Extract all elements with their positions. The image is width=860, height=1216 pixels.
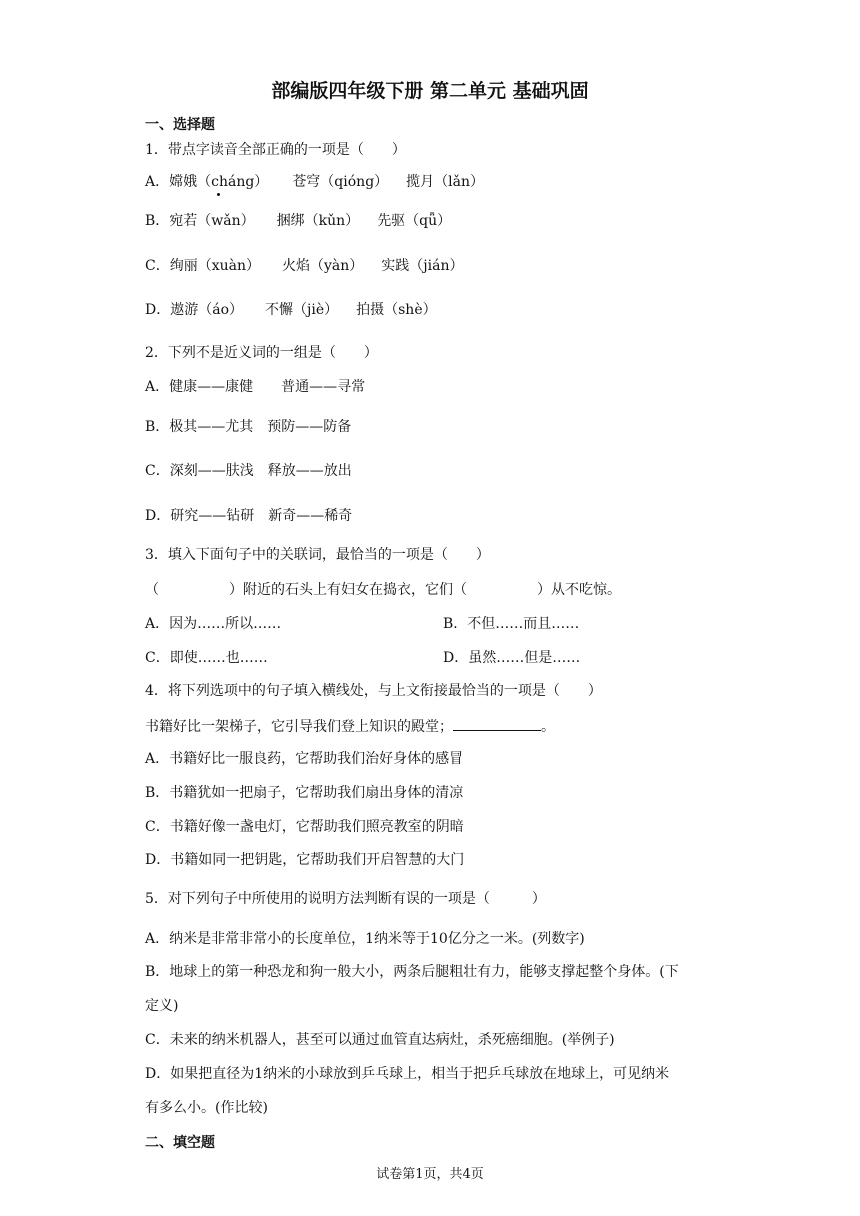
- q1-d-word-2: 不懈（jiè）: [265, 302, 339, 318]
- q1-b-word-2: 捆绑（kǔn）: [276, 213, 360, 229]
- q1-option-d: D．遨游（áo） 不懈（jiè） 拍摄（shè）: [145, 302, 437, 318]
- q4-answer-blank: [453, 716, 541, 731]
- q3-stem: 3．填入下面句子中的关联词，最恰当的一项是（ ）: [145, 547, 490, 563]
- q5-option-c: C．未来的纳米机器人，甚至可以通过血管直达病灶，杀死癌细胞。(举例子): [145, 1032, 615, 1048]
- q5-option-b-line1: B．地球上的第一种恐龙和狗一般大小，两条后腿粗壮有力，能够支撑起整个身体。(下: [145, 964, 679, 980]
- q4-sentence: 书籍好比一架梯子，它引导我们登上知识的殿堂； 。: [145, 716, 555, 736]
- q3-option-b: B．不但……而且……: [443, 616, 580, 632]
- q1-option-c: C．绚丽（xuàn） 火焰（yàn） 实践（jián）: [145, 258, 464, 274]
- q5-option-a: A．纳米是非常非常小的长度单位，1纳米等于10亿分之一米。(列数字): [145, 931, 585, 947]
- q1-a-word-2: 苍穹（qióng）: [292, 174, 389, 190]
- section-heading-fill: 二、填空题: [145, 1135, 215, 1151]
- q1-a-word-3: 揽月（lǎn）: [406, 174, 485, 190]
- q1-d-word-3: 拍摄（shè）: [356, 302, 437, 318]
- q1-b-word-3: 先驱（qǖ）: [377, 213, 452, 229]
- section-heading-choice: 一、选择题: [145, 117, 215, 133]
- q5-option-d-line2: 有多么小。(作比较): [145, 1100, 268, 1116]
- q4-option-b: B．书籍犹如一把扇子，它帮助我们扇出身体的清凉: [145, 785, 464, 801]
- q1-a-word-1: 嫦娥（cháng）: [169, 174, 269, 190]
- page-footer: 试卷第1页，共4页: [376, 1167, 484, 1182]
- q3-option-d: D．虽然……但是……: [443, 650, 581, 666]
- q4-stem: 4．将下列选项中的句子填入横线处，与上文衔接最恰当的一项是（ ）: [145, 683, 602, 699]
- q3-option-c: C．即使……也……: [145, 650, 268, 666]
- q1-c-word-1: 绚丽（xuàn）: [169, 258, 260, 274]
- q2-option-c: C．深刻——肤浅 释放——放出: [145, 463, 352, 479]
- q5-option-d-line1: D．如果把直径为1纳米的小球放到乒乓球上，相当于把乒乓球放在地球上，可见纳米: [145, 1066, 670, 1082]
- q2-option-b: B．极其——尤其 预防——防备: [145, 419, 352, 435]
- q4-option-c: C．书籍好像一盏电灯，它帮助我们照亮教室的阴暗: [145, 819, 464, 835]
- q5-stem: 5．对下列句子中所使用的说明方法判断有误的一项是（ ）: [145, 891, 546, 907]
- q1-stem: 1．带点字读音全部正确的一项是（ ）: [145, 142, 406, 158]
- q4-option-a: A．书籍好比一服良药，它帮助我们治好身体的感冒: [145, 751, 464, 767]
- q1-option-b: B．宛若（wǎn） 捆绑（kǔn） 先驱（qǖ）: [145, 213, 452, 229]
- q1-d-word-1: 遨游（áo）: [170, 302, 244, 318]
- q1-c-word-3: 实践（jián）: [381, 258, 464, 274]
- q5-option-b-line2: 定义): [145, 998, 179, 1014]
- q3-option-a: A．因为……所以……: [145, 616, 282, 632]
- q1-c-word-2: 火焰（yàn）: [282, 258, 364, 274]
- page-title: 部编版四年级下册 第二单元 基础巩固: [271, 80, 589, 102]
- q4-option-d: D．书籍如同一把钥匙，它帮助我们开启智慧的大门: [145, 852, 465, 868]
- q2-option-a: A．健康——康健 普通——寻常: [145, 379, 366, 395]
- q2-option-d: D．研究——钻研 新奇——稀奇: [145, 508, 353, 524]
- q2-stem: 2．下列不是近义词的一组是（ ）: [145, 345, 378, 361]
- q1-b-word-1: 宛若（wǎn）: [169, 213, 255, 229]
- q3-sentence: （ ）附近的石头上有妇女在捣衣，它们（ ）从不吃惊。: [145, 582, 621, 598]
- q1-option-a: A．嫦娥（cháng） 苍穹（qióng） 揽月（lǎn）: [145, 174, 485, 190]
